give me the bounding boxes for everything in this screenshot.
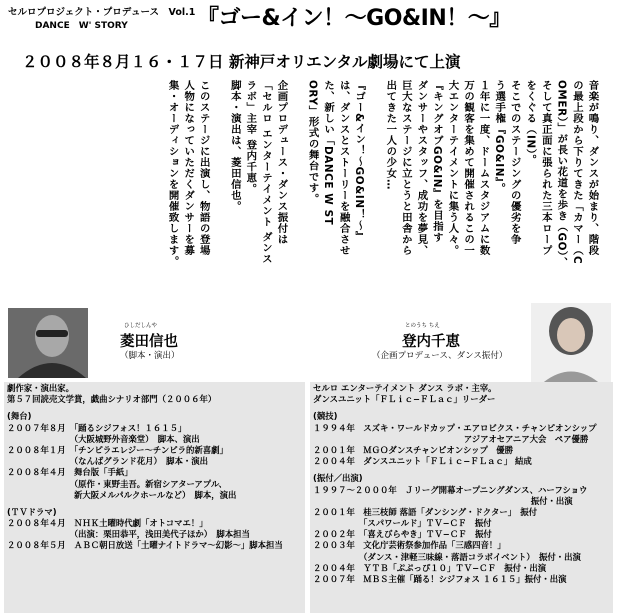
- bio-line: ２００１年 桂三枝師 落語「ダンシング・ドクター」 振付: [313, 506, 538, 517]
- photo-tonouchi: [531, 303, 611, 388]
- body-column: 『キングオブGO&IN』を目指す: [430, 80, 443, 243]
- body-column: そこでのステージングの優劣を争: [508, 80, 521, 245]
- bio-line: ダンスユニット「ＦＬｉｃ−ＦＬａｃ」リーダー: [313, 394, 496, 405]
- bio-line: １９９４年 スズキ・ワールドカップ・エアロビクス・チャンピオンシップ: [313, 422, 597, 433]
- body-column: をくぐる（IN）。: [524, 80, 537, 166]
- role-tonouchi: （企画プロデュース、ダンス振付）: [372, 351, 508, 361]
- body-column: 大エンターテイメントに集う人々。: [446, 80, 459, 256]
- header: [8, 4, 614, 74]
- bio-line: ２００８年１月 「チンピラエレジー〜チンピラ的新喜劇」: [7, 444, 228, 455]
- body-column: 巨大なステージに立とうと田舎から: [399, 80, 412, 256]
- bio-line: 振付・出演: [313, 495, 573, 506]
- bio-line: 新大阪メルパルクホールなど） 脚本，演出: [7, 489, 237, 500]
- body-column: そして真正面に張られた三本ロープ: [539, 80, 552, 256]
- bio-line: （出演：栗田恭平，浅田美代子ほか） 脚本担当: [7, 529, 250, 540]
- body-column: の最上段から下りてきた「カマー（C: [570, 80, 583, 265]
- bio-line: (競技): [313, 411, 338, 422]
- bio-line: （ダンス・津軽三味線・落語コラボイベント） 振付・出演: [313, 551, 581, 562]
- body-column: OMER）」が長い花道を歩き（GO）、: [555, 80, 568, 268]
- page-title: 『ゴー&イン！〜GO&IN！〜』: [197, 6, 511, 31]
- body-column: 万の観客を集めて開催されるこの一: [462, 80, 475, 256]
- name-hishida: 菱田信也: [120, 334, 178, 350]
- body-column: た、新しい「DANCE W ST: [322, 80, 335, 226]
- bio-line: ２００８年４月 舞台版「手紙」: [7, 467, 133, 478]
- body-text: [0, 80, 617, 300]
- bio-line: ２００７年８月 「踊るシジフォス！１６１５」: [7, 422, 187, 433]
- bio-line: (舞台): [7, 411, 32, 422]
- body-column: 脚本・演出は、菱田信也。: [228, 80, 241, 212]
- photo-hishida: [8, 308, 88, 378]
- body-column: 『ゴー&イン！〜GO&IN！〜』: [353, 80, 366, 242]
- bio-line: (振付／出演): [313, 473, 363, 484]
- bio-line: ２００２年 「喜えびらやき」ＴＶ−ＣＦ 振付: [313, 529, 492, 540]
- story-label: DANCE W' STORY: [35, 21, 128, 31]
- series-label: セルロプロジェクト・プロデュース Vol.1: [8, 7, 196, 18]
- bio-line: 劇作家・演出家。: [7, 383, 74, 393]
- bio-line: 「スパワールド」ＴＶ−ＣＦ 振付: [313, 518, 492, 529]
- body-column: １年に一度、ドームスタジアムに数: [477, 80, 490, 256]
- bio-tonouchi: [313, 383, 613, 611]
- bio-line: （大阪城野外音楽堂） 脚本、演出: [7, 433, 200, 444]
- bio-line: ２００４年 ＹＴＢ「ぷぷっぴ１０」ＴＶ−ＣＦ 振付・出演: [313, 562, 547, 573]
- role-hishida: （脚本・演出）: [120, 351, 180, 361]
- bio-hishida: [7, 383, 305, 611]
- bio-line: ２００１年 ＭＧＯダンスチャンピオンシップ 優勝: [313, 444, 514, 455]
- bio-line: （原作・東野圭吾。新宿シアターアプル、: [7, 478, 227, 489]
- person-photo-icon: [8, 308, 88, 378]
- person-photo-icon: [531, 303, 611, 388]
- body-column: このステージに出演し、物語の登場: [197, 80, 210, 256]
- body-column: 「セルロ エンターテイメント ダンス: [259, 80, 272, 265]
- bio-line: ２００８年５月 ＡＢＣ朝日放送「土曜ナイトドラマ〜幻影〜」脚本担当: [7, 540, 283, 551]
- bio-line: セルロ エンターテイメント ダンス ラボ・主宰。: [313, 383, 497, 393]
- body-column: は、ダンスとストーリーを融合させ: [337, 80, 350, 256]
- bio-line: ２００７年 ＭＢＳ主催「踊る！シジフォス １６１５」振付・出演: [313, 574, 567, 584]
- ruby-tonouchi: とのうち ちえ: [405, 323, 440, 329]
- bio-line: ２００８年４月 ＮＨＫ土曜時代劇「オトコマエ！」: [7, 518, 208, 529]
- bio-line: 第５７回読売文学賞，戯曲シナリオ部門（２００６年）: [7, 394, 217, 405]
- body-column: ORY」形式の舞台です。: [306, 80, 319, 205]
- body-column: う選手権『GO&IN』。: [493, 80, 506, 194]
- body-column: 音楽が鳴り、ダンスが始まり、階段: [586, 80, 599, 256]
- body-column: 企画プロデュース・ダンス振付は: [275, 80, 288, 245]
- bio-line: （なんばグランド花月） 脚本・演出: [7, 456, 208, 467]
- body-column: 集・オーディションを開催致します。: [166, 80, 179, 267]
- ruby-hishida: ひしだしんや: [124, 323, 158, 329]
- body-column: ラボ」主宰 登内千恵。: [244, 80, 257, 195]
- bio-line: ２００４年 ダンスユニット「ＦＬｉｃ−ＦＬａｃ」 結成: [313, 456, 532, 467]
- body-column: 出てきた一人の少女…: [384, 80, 397, 190]
- body-column: ダンサーやスタッフ、成功を夢見、: [415, 80, 428, 256]
- performance-date-line: ２００８年８月１６・１７日 新神戸オリエンタル劇場にて上演: [22, 53, 461, 71]
- bio-line: (ＴＶドラマ): [7, 506, 57, 517]
- body-column: 人物になっていただくダンサーを募: [182, 80, 195, 256]
- bio-line: １９９７〜２０００年 Ｊリーグ開幕オープニングダンス、ハーフショウ: [313, 484, 588, 495]
- bio-line: ２００３年 文化庁芸術祭参加作品「三感四音！」: [313, 540, 506, 551]
- name-tonouchi: 登内千恵: [402, 334, 460, 350]
- bio-line: アジアオセアニア大会 ペア優勝: [313, 433, 589, 444]
